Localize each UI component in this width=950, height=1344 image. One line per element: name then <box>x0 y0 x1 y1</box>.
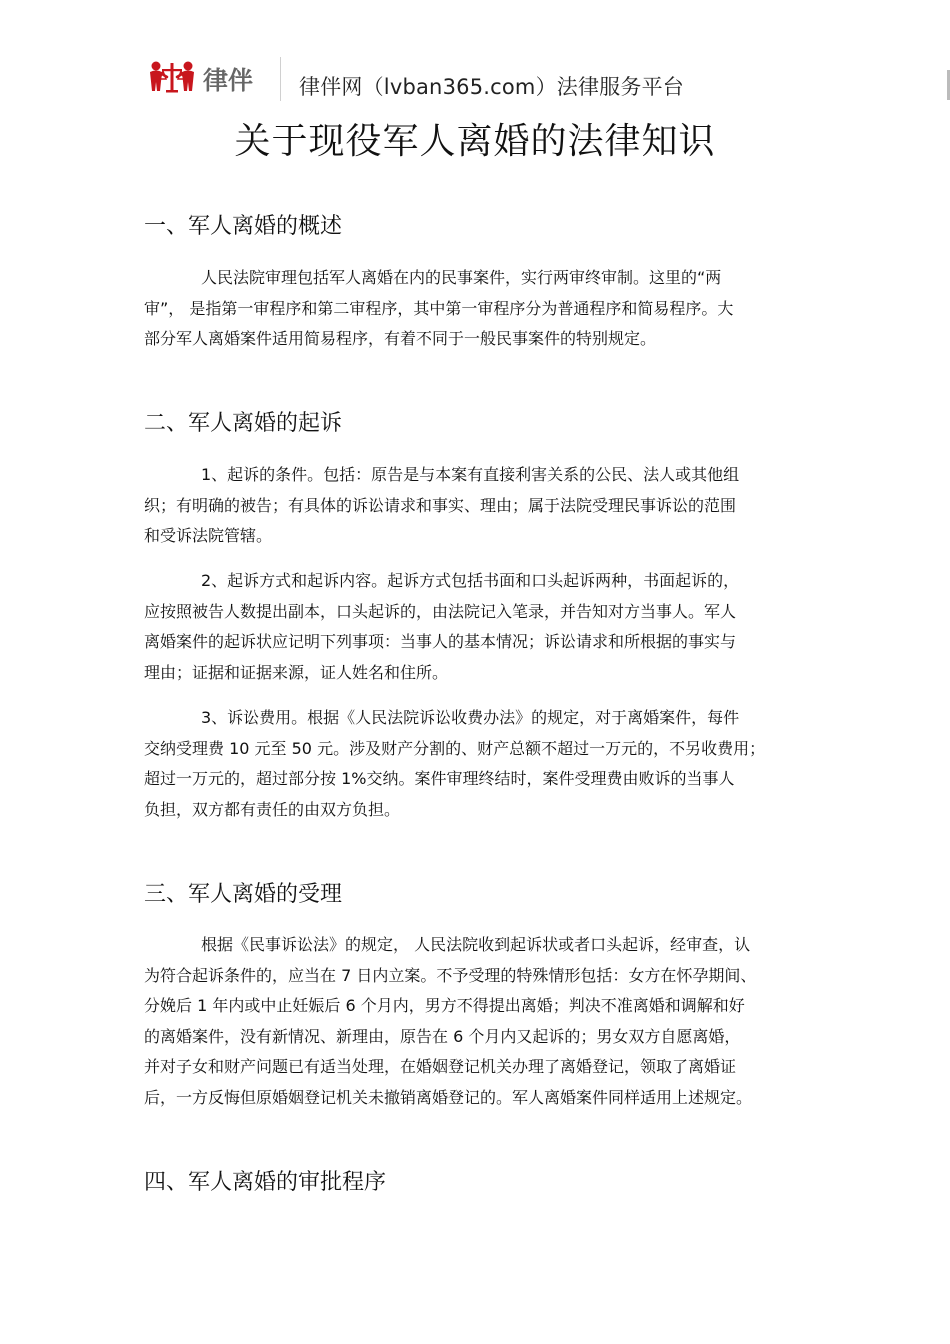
paragraph-line: 并对子女和财产问题已有适当处理，在婚姻登记机关办理了离婚登记，领取了离婚证 <box>144 1057 737 1076</box>
site-name: 律伴网（lvban365.com）法律服务平台 <box>299 75 684 99</box>
paragraph-line: 和受诉法院管辖。 <box>144 526 273 545</box>
section-heading-3: 三、军人离婚的受理 <box>144 882 343 907</box>
section-heading-4: 四、军人离婚的审批程序 <box>144 1170 387 1195</box>
section-2-paragraph-3 <box>144 703 824 825</box>
paragraph-line: 理由；证据和证据来源，证人姓名和住所。 <box>144 662 449 682</box>
paragraph-line: 超过一万元的，超过部分按 1%交纳。案件审理终结时，案件受理费由败诉的当事人 <box>144 769 735 788</box>
paragraph-line: 部分军人离婚案件适用简易程序，有着不同于一般民事案件的特别规定。 <box>144 329 657 348</box>
paragraph-line: 审”， 是指第一审程序和第二审程序，其中第一审程序分为普通程序和简易程序。大 <box>144 298 734 318</box>
paragraph-line: 3、诉讼费用。根据《人民法院诉讼收费办法》的规定，对于离婚案件，每件 <box>201 708 740 727</box>
lvban-logo <box>145 55 280 103</box>
paragraph-line: 2、起诉方式和起诉内容。起诉方式包括书面和口头起诉两种，书面起诉的， <box>201 571 740 590</box>
section-heading-2: 二、军人离婚的起诉 <box>144 411 343 436</box>
section-heading-1: 一、军人离婚的概述 <box>144 214 343 239</box>
section-1-paragraph-1 <box>144 263 824 355</box>
paragraph-line: 应按照被告人数提出副本，口头起诉的，由法院记入笔录，并告知对方当事人。军人 <box>144 601 737 621</box>
paragraph-line: 分娩后 1 年内或中止妊娠后 6 个月内，男方不得提出离婚；判决不准离婚和调解和好 <box>144 996 745 1015</box>
section-2-paragraph-2 <box>144 566 824 688</box>
paragraph-line: 后，一方反悔但原婚姻登记机关未撤销离婚登记的。军人离婚案件同样适用上述规定。 <box>144 1087 753 1107</box>
page-header <box>145 55 845 105</box>
paragraph-line: 织；有明确的被告；有具体的诉讼请求和事实、理由；属于法院受理民事诉讼的范围 <box>144 495 737 515</box>
paragraph-line: 负担，双方都有责任的由双方负担。 <box>144 799 401 819</box>
paragraph-line: 1、起诉的条件。包括：原告是与本案有直接利害关系的公民、法人或其他组 <box>201 465 740 484</box>
section-3-paragraph-1 <box>144 930 824 1113</box>
paragraph-line: 根据《民事诉讼法》的规定， 人民法院收到起诉状或者口头起诉，经审查，认 <box>201 935 751 954</box>
lvban-logo-icon <box>145 55 280 103</box>
paragraph-line: 为符合起诉条件的，应当在 7 日内立案。不予受理的特殊情形包括：女方在怀孕期间、 <box>144 965 757 985</box>
section-2-paragraph-1 <box>144 460 824 552</box>
paragraph-line: 离婚案件的起诉状应记明下列事项：当事人的基本情况；诉讼请求和所根据的事实与 <box>144 632 737 651</box>
paragraph-line: 的离婚案件，没有新情况、新理由，原告在 6 个月内又起诉的；男女双方自愿离婚， <box>144 1026 741 1046</box>
svg-text:律伴: 律伴 <box>203 66 254 95</box>
document-title: 关于现役军人离婚的法律知识 <box>234 121 716 162</box>
paragraph-line: 交纳受理费 10 元至 50 元。涉及财产分割的、财产总额不超过一万元的，不另收费用； <box>144 738 766 758</box>
logo-divider <box>280 57 281 101</box>
paragraph-line: 人民法院审理包括军人离婚在内的民事案件，实行两审终审制。这里的“两 <box>201 268 722 287</box>
